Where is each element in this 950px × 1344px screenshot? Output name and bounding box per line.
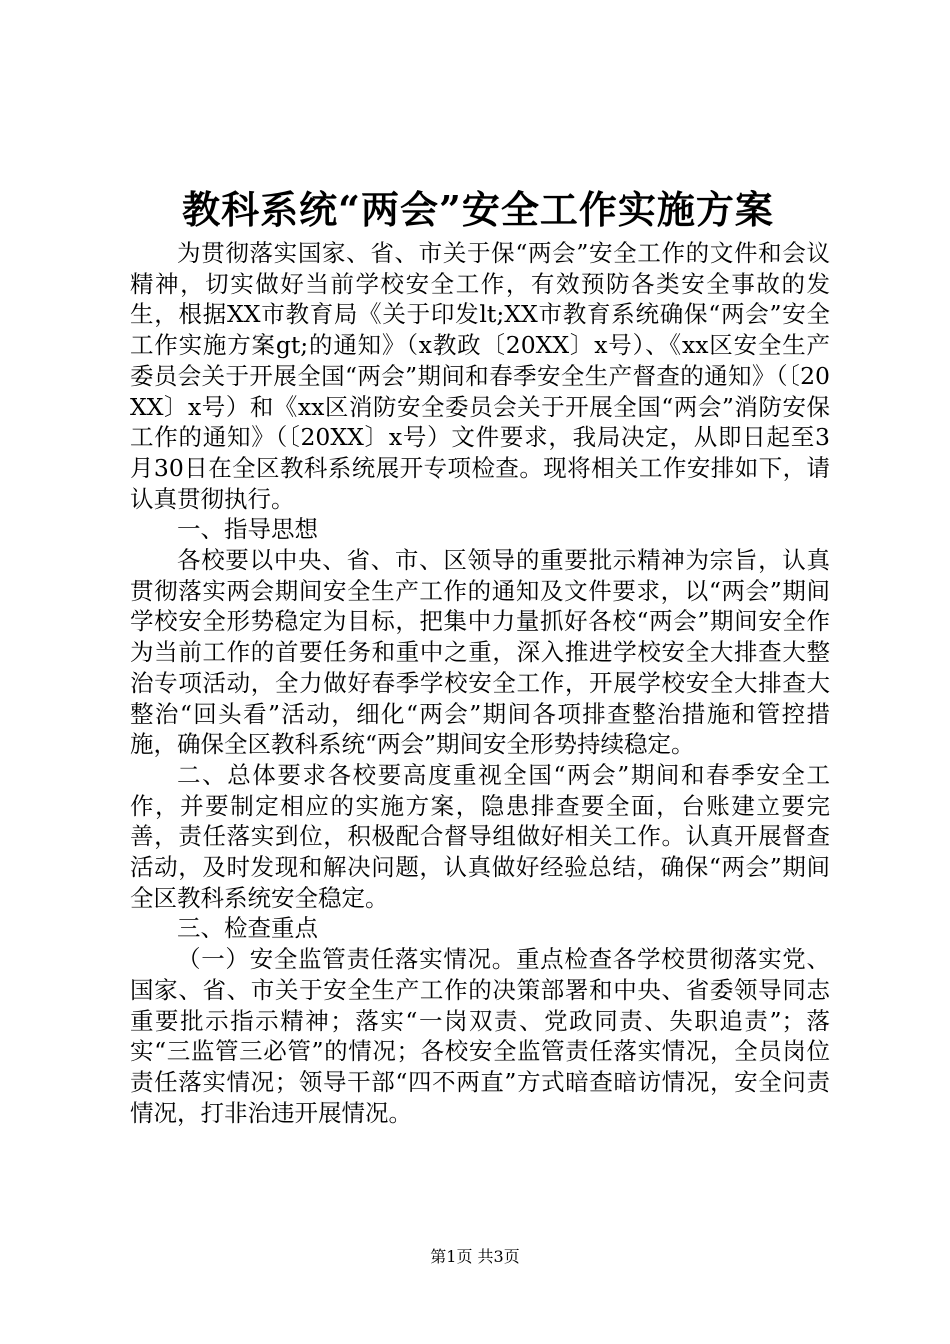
document-body: [130, 238, 830, 1128]
intro-paragraph: 为贯彻落实国家、省、市关于保“两会”安全工作的文件和会议精神，切实做好当前学校安全工作，有效预防各类安全事故的发生，根据XX市教育局《关于印发lt;XX市教育系统确保“两会”安全工作实施方案gt;的通知》（x教政〔20XX〕x号）、《xx区安全生产委员会关于开展全国“两会”期间和春季安全生产督查的通知》（〔20XX〕x号）和《xx区消防安全委员会关于开展全国“两会”消防安保工作的通知》（〔20XX〕x号）文件要求，我局决定，从即日起至3月30日在全区教科系统展开专项检查。现将相关工作安排如下，请认真贯彻执行。: [130, 239, 830, 513]
guiding-ideology-paragraph: 各校要以中央、省、市、区领导的重要批示精神为宗旨，认真贯彻落实两会期间安全生产工作的通知及文件要求，以“两会”期间学校安全形势稳定为目标，把集中力量抓好各校“两会”期间安全作为当前工作的首要任务和重中之重，深入推进学校安全大排查大整治专项活动，全力做好春季学校安全工作，开展学校安全大排查大整治“回头看”活动，细化“两会”期间各项排查整治措施和管控措施，确保全区教科系统“两会”期间安全形势持续稳定。: [130, 546, 830, 759]
page-footer: 第1页 共3页: [430, 1247, 520, 1266]
section-heading-inspection-focus: 三、检查重点: [177, 914, 318, 943]
section-heading-guiding-ideology: 一、指导思想: [177, 515, 318, 544]
inspection-item-1-paragraph: （一）安全监管责任落实情况。重点检查各学校贯彻落实党、国家、省、市关于安全生产工作的决策部署和中央、省委领导同志重要批示指示精神；落实“一岗双责、党政同责、失职追责”；落实“三监管三必管”的情况；各校安全监管责任落实情况，全员岗位责任落实情况；领导干部“四不两直”方式暗查暗访情况，安全问责情况，打非治违开展情况。: [130, 945, 830, 1127]
document-title: 教科系统“两会”安全工作实施方案: [182, 187, 774, 232]
general-requirements-paragraph: 二、总体要求各校要高度重视全国“两会”期间和春季安全工作，并要制定相应的实施方案，隐患排查要全面，台账建立要完善，责任落实到位，积极配合督导组做好相关工作。认真开展督查活动，及时发现和解决问题，认真做好经验总结，确保“两会”期间全区教科系统安全稳定。: [130, 760, 830, 912]
